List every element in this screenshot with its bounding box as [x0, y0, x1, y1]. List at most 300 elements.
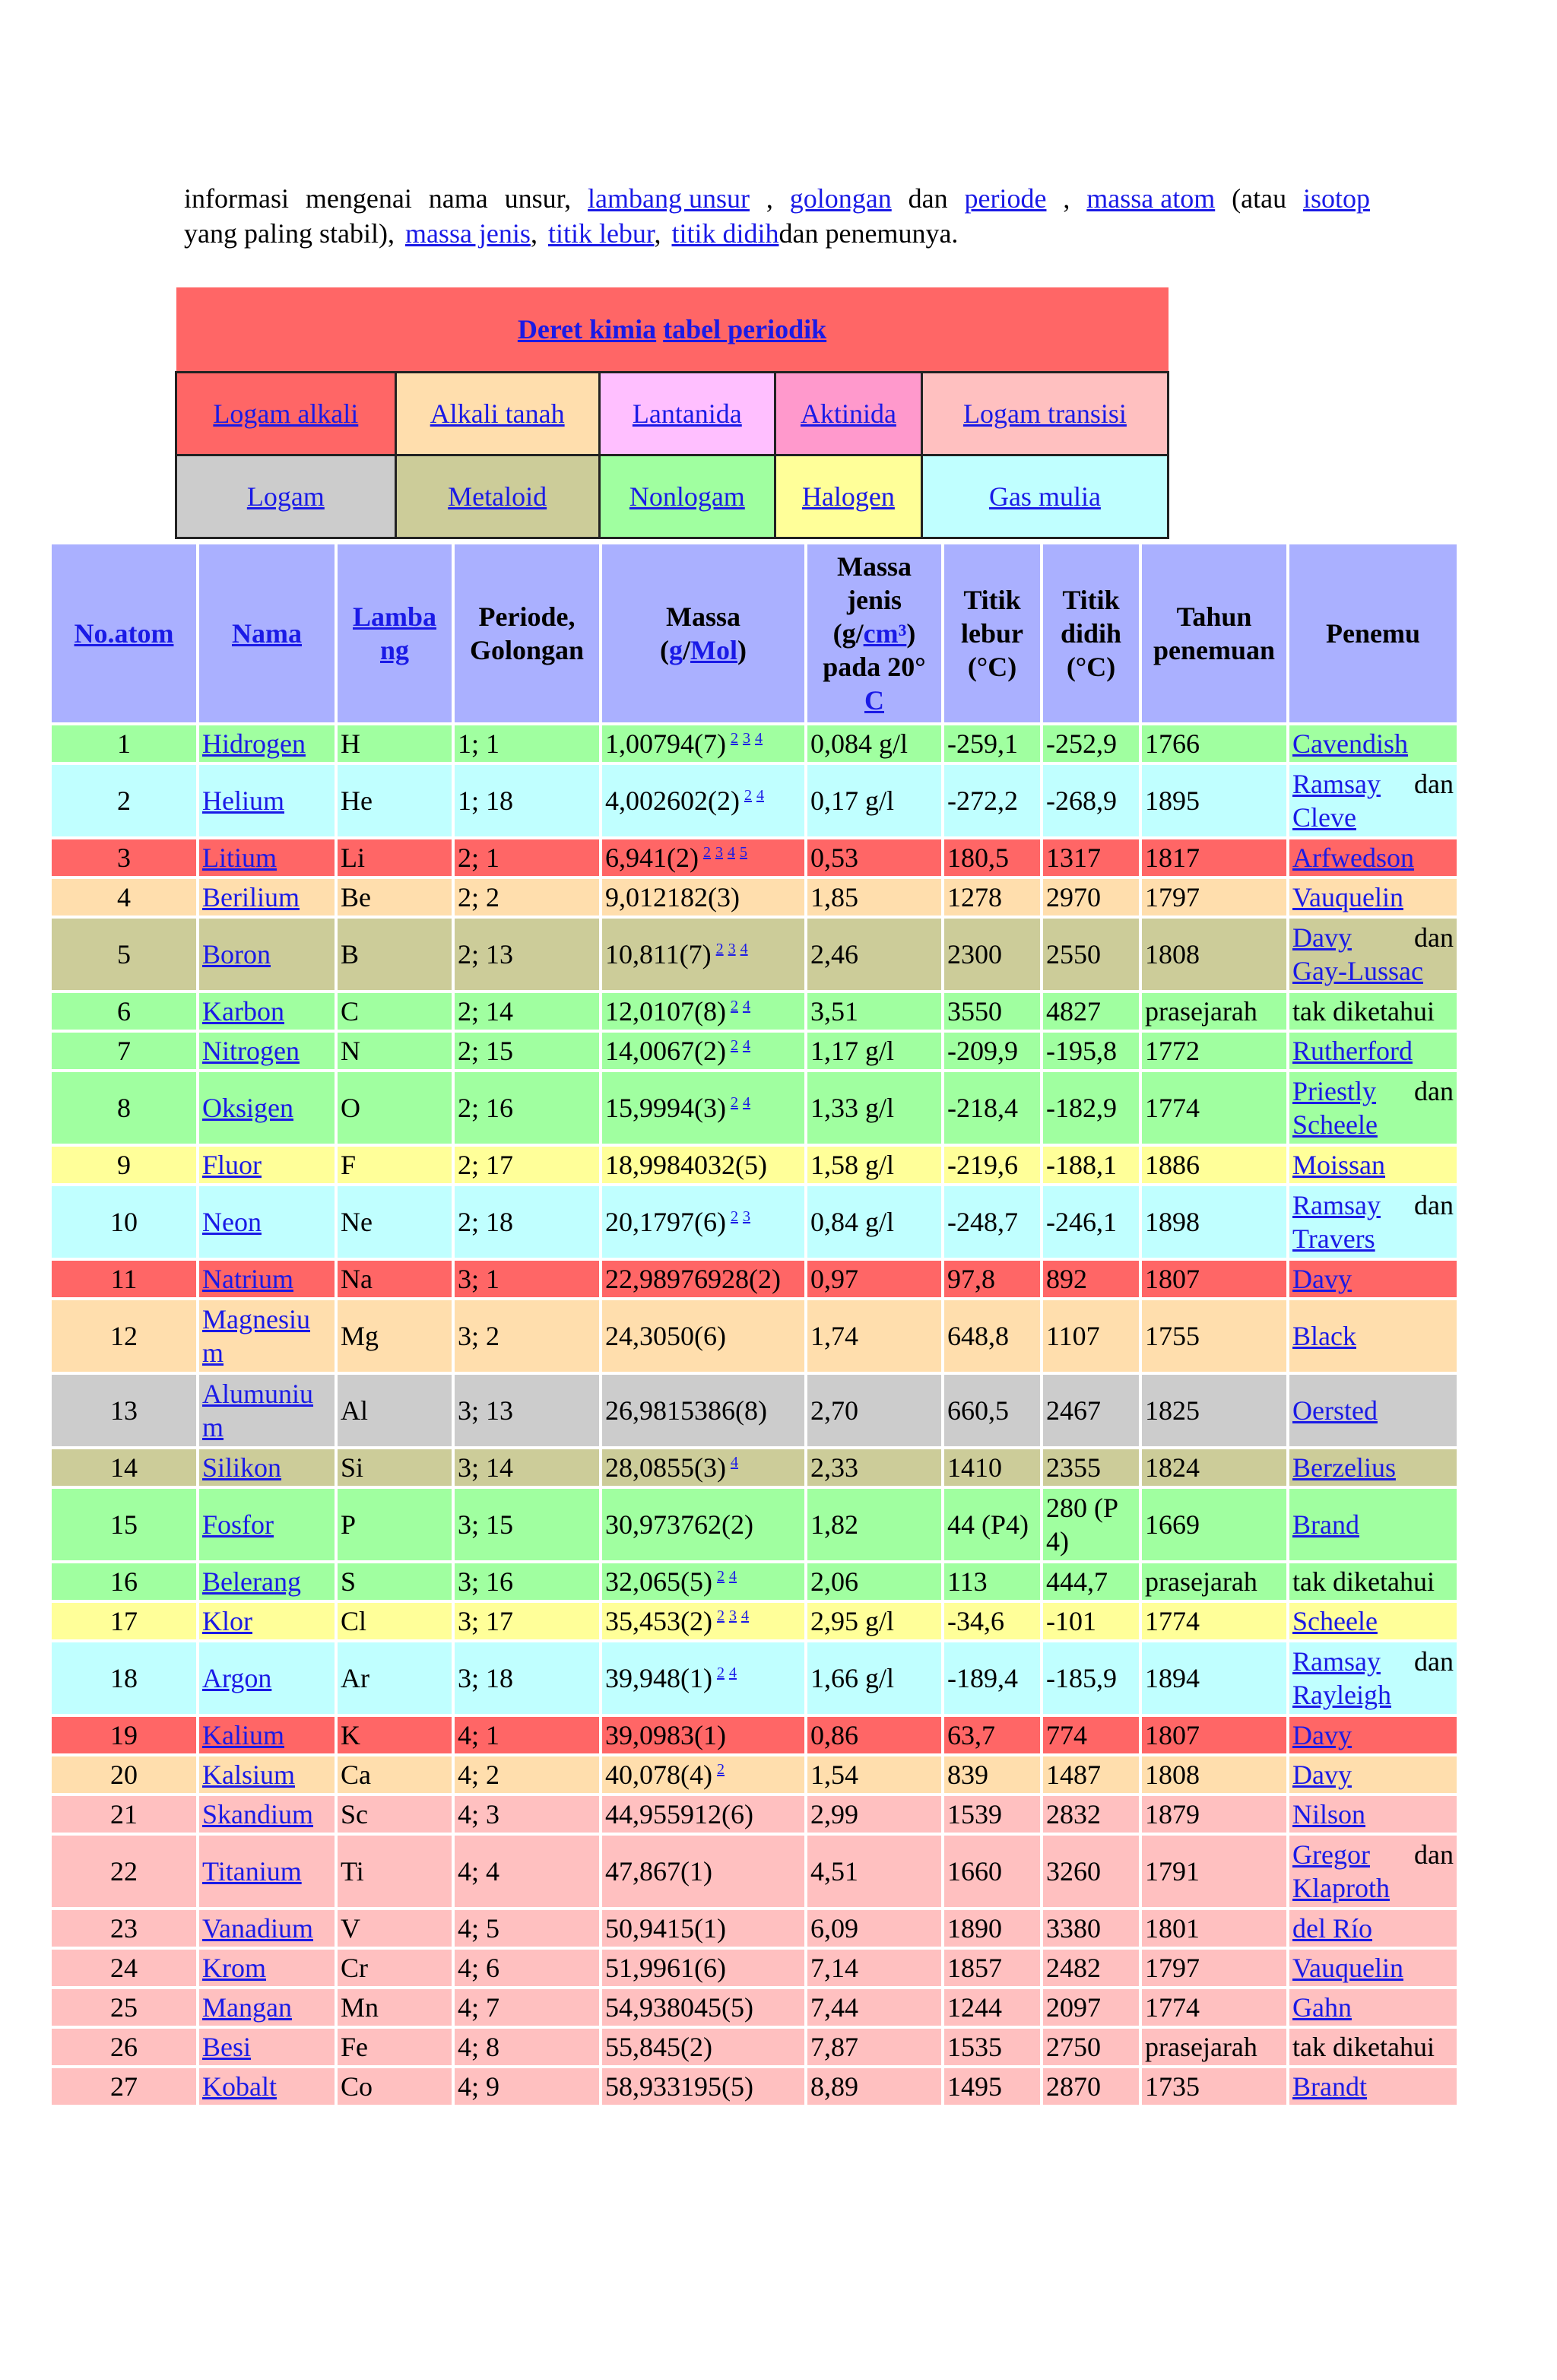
- header-periode-b: Golongan: [469, 635, 585, 665]
- intro-word-text: ,: [1063, 183, 1070, 214]
- density: 7,87: [810, 2032, 858, 2062]
- discovery-year: 1825: [1145, 1395, 1200, 1426]
- melting-point-cell: [944, 2029, 1040, 2065]
- table-row: [52, 1717, 1457, 1753]
- element-name-cell: [199, 1261, 335, 1297]
- element-name-cell: [199, 1950, 335, 1986]
- discoverer-link[interactable]: Brandt: [1292, 2071, 1367, 2102]
- intro-word-link[interactable]: periode: [964, 183, 1047, 214]
- boiling-point: 444,7: [1046, 1566, 1108, 1597]
- discoverer-link[interactable]: Vauquelin: [1292, 882, 1403, 912]
- header-massa-slash: /: [683, 635, 691, 665]
- reference-link[interactable]: 2: [716, 1761, 725, 1778]
- reference-link[interactable]: 4: [742, 1037, 750, 1054]
- boiling-point-cell: [1043, 1147, 1139, 1183]
- discovery-year-cell: [1142, 1836, 1286, 1907]
- reference-link[interactable]: 4: [754, 730, 763, 747]
- reference-link[interactable]: 2: [715, 941, 724, 957]
- element-name-cell: [199, 1147, 335, 1183]
- atomic-number-cell: [52, 879, 196, 916]
- melting-point: 3550: [947, 996, 1002, 1027]
- period-group-cell: [455, 1489, 599, 1560]
- legend-series-link[interactable]: Halogen: [801, 481, 895, 512]
- discoverer-link[interactable]: Davy: [1292, 1720, 1352, 1750]
- atomic-mass-cell: [602, 879, 804, 916]
- discoverer-conjunction: dan: [1414, 1076, 1454, 1106]
- header-massa-mol-link[interactable]: Mol: [690, 635, 737, 665]
- density: 1,85: [810, 882, 858, 912]
- discovery-year-cell: [1142, 919, 1286, 990]
- discoverer-link[interactable]: del Río: [1292, 1913, 1372, 1944]
- melting-point-cell: [944, 1796, 1040, 1833]
- discoverer-link[interactable]: Brand: [1292, 1509, 1359, 1540]
- boiling-point-cell: [1043, 1261, 1139, 1297]
- melting-point: 63,7: [947, 1720, 995, 1750]
- discoverer-link[interactable]: Scheele: [1292, 1109, 1378, 1140]
- element-symbol: Fe: [341, 2032, 368, 2062]
- period-group-cell: [455, 1261, 599, 1297]
- period-group: 1; 18: [458, 785, 514, 816]
- intro-word-link[interactable]: massa atom: [1086, 183, 1216, 214]
- period-group: 3; 2: [458, 1321, 500, 1351]
- table-row: [52, 1989, 1457, 2026]
- boiling-point-cell: [1043, 1796, 1139, 1833]
- table-row: [52, 1796, 1457, 1833]
- legend-series-link[interactable]: Gas mulia: [988, 481, 1101, 512]
- symbol-cell: [338, 1449, 452, 1486]
- intro-word-text: dan: [908, 183, 948, 214]
- table-row: [52, 2068, 1457, 2105]
- period-group: 2; 15: [458, 1036, 514, 1066]
- element-name-link[interactable]: Karbon: [202, 996, 284, 1027]
- discoverer-cell: [1289, 1147, 1457, 1183]
- atomic-number: 27: [110, 2071, 138, 2102]
- element-symbol: He: [341, 785, 373, 816]
- discoverer-link[interactable]: Berzelius: [1292, 1452, 1396, 1483]
- reference-link[interactable]: 2: [730, 1037, 738, 1054]
- element-name-link[interactable]: Belerang: [202, 1566, 301, 1597]
- discoverer-link[interactable]: Vauquelin: [1292, 1953, 1403, 1983]
- discovery-year: 1755: [1145, 1321, 1200, 1351]
- atomic-mass: 50,9415(1): [605, 1913, 726, 1944]
- intro-word-link[interactable]: titik didih: [671, 218, 779, 249]
- reference-link[interactable]: 4: [730, 1454, 738, 1471]
- reference-link[interactable]: 3: [728, 1607, 737, 1624]
- legend-title-link-series[interactable]: Deret kimia: [517, 314, 657, 344]
- reference-superscripts: [712, 941, 748, 957]
- atomic-number: 5: [117, 939, 131, 969]
- header-jenis-a: Massa: [837, 551, 912, 582]
- reference-link[interactable]: 3: [742, 1208, 750, 1225]
- element-symbol: B: [341, 939, 360, 969]
- melting-point: -272,2: [947, 785, 1018, 816]
- element-name-link[interactable]: Fluor: [202, 1150, 262, 1180]
- boiling-point: 3260: [1046, 1856, 1101, 1887]
- period-group-cell: [455, 1072, 599, 1144]
- intro-word-link[interactable]: isotop: [1302, 183, 1370, 214]
- density: 0,17 g/l: [810, 785, 895, 816]
- reference-link[interactable]: 2: [730, 998, 738, 1014]
- element-name-link[interactable]: Oksigen: [202, 1093, 293, 1123]
- reference-superscripts: [712, 1761, 725, 1778]
- discovery-year: 1735: [1145, 2071, 1200, 2102]
- period-group: 4; 1: [458, 1720, 500, 1750]
- density: 6,09: [810, 1913, 858, 1944]
- melting-point: 1495: [947, 2071, 1002, 2102]
- melting-point: -218,4: [947, 1093, 1018, 1123]
- discoverer-link[interactable]: Moissan: [1292, 1150, 1386, 1180]
- boiling-point: 1317: [1046, 843, 1101, 873]
- atomic-number-cell: [52, 1375, 196, 1446]
- discoverer-cell: [1289, 2029, 1457, 2065]
- period-group-cell: [455, 2068, 599, 2105]
- period-group: 1; 1: [458, 728, 500, 759]
- reference-superscripts: [726, 730, 763, 747]
- boiling-point: 2870: [1046, 2071, 1101, 2102]
- atomic-number: 24: [110, 1953, 138, 1983]
- discovery-year-cell: [1142, 1300, 1286, 1372]
- reference-link[interactable]: 2: [730, 1094, 738, 1111]
- discoverer-link[interactable]: Cavendish: [1292, 728, 1408, 759]
- atomic-mass-cell: [602, 1989, 804, 2026]
- discoverer-link[interactable]: Gregor: [1292, 1839, 1370, 1870]
- density-cell: [807, 1489, 941, 1560]
- header-jenis-b: jenis: [847, 585, 902, 615]
- reference-link[interactable]: 4: [740, 1607, 749, 1624]
- table-row: [52, 1072, 1457, 1144]
- symbol-cell: [338, 879, 452, 916]
- reference-link[interactable]: 2: [744, 787, 752, 804]
- discoverer-link[interactable]: Rutherford: [1292, 1036, 1413, 1066]
- atomic-mass: 51,9961(6): [605, 1953, 726, 1983]
- discoverer-link[interactable]: Scheele: [1292, 1606, 1378, 1636]
- period-group: 2; 1: [458, 843, 500, 873]
- reference-link[interactable]: 2: [702, 844, 711, 861]
- header-jenis-celsius-link[interactable]: C: [864, 685, 884, 716]
- legend-row-1: [176, 373, 1169, 455]
- element-symbol: C: [341, 996, 360, 1027]
- discovery-year: 1824: [1145, 1452, 1200, 1483]
- element-name-link[interactable]: Silikon: [202, 1452, 282, 1483]
- discoverer-link[interactable]: Priestly: [1292, 1076, 1377, 1106]
- discoverer-link[interactable]: Oersted: [1292, 1395, 1378, 1426]
- discovery-year-cell: [1142, 725, 1286, 762]
- intro-line-2: [184, 216, 1370, 251]
- atomic-number-cell: [52, 1563, 196, 1600]
- atomic-number: 19: [110, 1720, 138, 1750]
- atomic-mass-cell: [602, 919, 804, 990]
- density-cell: [807, 1147, 941, 1183]
- atomic-mass-cell: [602, 1375, 804, 1446]
- density: 2,99: [810, 1799, 858, 1829]
- discoverer-link[interactable]: Davy: [1292, 1264, 1352, 1294]
- element-name-link[interactable]: Titanium: [202, 1856, 302, 1887]
- symbol-cell: [338, 1836, 452, 1907]
- discovery-year-cell: [1142, 1756, 1286, 1793]
- legend-cell: [395, 373, 599, 455]
- element-name-link[interactable]: Kalium: [202, 1720, 284, 1750]
- atomic-number: 15: [110, 1509, 138, 1540]
- discovery-year-cell: [1142, 1147, 1286, 1183]
- atomic-number-cell: [52, 1756, 196, 1793]
- discoverer-link[interactable]: Ramsay: [1292, 1646, 1381, 1677]
- element-name-cell: [199, 1989, 335, 2026]
- melting-point: -248,7: [947, 1207, 1018, 1237]
- element-name-link[interactable]: Besi: [202, 2032, 252, 2062]
- table-row: [52, 919, 1457, 990]
- reference-link[interactable]: 4: [742, 1094, 750, 1111]
- element-name-link[interactable]: Klor: [202, 1606, 252, 1636]
- element-name-link[interactable]: Krom: [202, 1953, 266, 1983]
- period-group: 4; 3: [458, 1799, 500, 1829]
- boiling-point-cell: [1043, 1033, 1139, 1069]
- header-lambang-link[interactable]: [353, 601, 436, 665]
- element-symbol: O: [341, 1093, 360, 1123]
- discoverer-link[interactable]: Arfwedson: [1292, 843, 1414, 873]
- element-name-link[interactable]: Neon: [202, 1207, 262, 1237]
- atomic-mass: 44,955912(6): [605, 1799, 753, 1829]
- element-name-link[interactable]: Litium: [202, 843, 277, 873]
- intro-word-link[interactable]: titik lebur: [547, 218, 655, 249]
- atomic-mass: 32,065(5): [605, 1566, 712, 1597]
- reference-link[interactable]: 3: [742, 730, 750, 747]
- element-name-link[interactable]: Alumunium: [202, 1379, 314, 1442]
- legend-series-link[interactable]: Nonlogam: [629, 481, 745, 512]
- discovery-year: 1817: [1145, 843, 1200, 873]
- period-group: 4; 2: [458, 1760, 500, 1790]
- reference-link[interactable]: 3: [715, 844, 723, 861]
- discoverer-link[interactable]: Gay-Lussac: [1292, 956, 1423, 986]
- element-name-cell: [199, 993, 335, 1030]
- density-cell: [807, 765, 941, 836]
- reference-link[interactable]: 2: [716, 1568, 725, 1585]
- table-row: [52, 1950, 1457, 1986]
- density-cell: [807, 1910, 941, 1947]
- discoverer-cell: [1289, 1072, 1457, 1144]
- header-lambang-a: Lamba: [352, 601, 437, 632]
- period-group-cell: [455, 1563, 599, 1600]
- reference-link[interactable]: 4: [740, 941, 748, 957]
- reference-link[interactable]: 4: [727, 844, 735, 861]
- header-nama[interactable]: [199, 544, 335, 722]
- discoverer-link[interactable]: Cleve: [1292, 802, 1356, 833]
- discoverer-link[interactable]: Klaproth: [1292, 1873, 1390, 1903]
- reference-link[interactable]: 3: [728, 941, 736, 957]
- intro-line-1: [184, 181, 1370, 216]
- legend-series-link[interactable]: Logam transisi: [962, 398, 1127, 429]
- header-penemu-label: Penemu: [1326, 618, 1420, 649]
- density-cell: [807, 879, 941, 916]
- discovery-year-cell: [1142, 2029, 1286, 2065]
- header-no-atom[interactable]: [52, 544, 196, 722]
- element-name-link[interactable]: Helium: [202, 785, 284, 816]
- element-name-cell: [199, 1910, 335, 1947]
- table-row: [52, 1033, 1457, 1069]
- intro-word-text: nama: [428, 183, 488, 214]
- atomic-number: 23: [110, 1913, 138, 1944]
- intro-paragraph: [184, 181, 1370, 251]
- discoverer-cell: [1289, 1910, 1457, 1947]
- element-name-cell: [199, 1563, 335, 1600]
- discoverer-link[interactable]: Travers: [1292, 1223, 1375, 1254]
- density-cell: [807, 1950, 941, 1986]
- period-group: 2; 16: [458, 1093, 514, 1123]
- density-cell: [807, 1033, 941, 1069]
- element-name-link[interactable]: Kalsium: [202, 1760, 295, 1790]
- period-group: 3; 18: [458, 1663, 514, 1693]
- element-name-link[interactable]: Boron: [202, 939, 271, 969]
- atomic-number: 7: [117, 1036, 131, 1066]
- reference-link[interactable]: 5: [739, 844, 747, 861]
- element-name-link[interactable]: Vanadium: [202, 1913, 313, 1944]
- chemical-series-legend: [175, 287, 1169, 539]
- density: 0,86: [810, 1720, 858, 1750]
- symbol-cell: [338, 1950, 452, 1986]
- atomic-number-cell: [52, 1261, 196, 1297]
- discoverer-link[interactable]: Rayleigh: [1292, 1680, 1391, 1710]
- element-name-link[interactable]: Mangan: [202, 1992, 292, 2023]
- period-group: 4; 9: [458, 2071, 500, 2102]
- header-didih-a: Titik: [1062, 585, 1120, 615]
- boiling-point-cell: [1043, 1449, 1139, 1486]
- table-row: [52, 1300, 1457, 1372]
- discoverer-line: [1292, 1108, 1454, 1141]
- element-name-link[interactable]: Magnesium: [202, 1304, 310, 1368]
- element-symbol: V: [341, 1913, 360, 1944]
- reference-link[interactable]: 2: [716, 1607, 725, 1624]
- discoverer-link[interactable]: Black: [1292, 1321, 1356, 1351]
- discovery-year-cell: [1142, 765, 1286, 836]
- element-name-link[interactable]: Berilium: [202, 882, 300, 912]
- element-name-link[interactable]: Argon: [202, 1663, 272, 1693]
- element-name-link[interactable]: Fosfor: [202, 1509, 274, 1540]
- period-group-cell: [455, 919, 599, 990]
- table-row: [52, 1603, 1457, 1639]
- discoverer-cell: [1289, 1717, 1457, 1753]
- element-symbol: F: [341, 1150, 357, 1180]
- reference-link[interactable]: 4: [756, 787, 764, 804]
- discoverer-cell: [1289, 1756, 1457, 1793]
- discoverer-text: tak diketahui: [1292, 2032, 1435, 2062]
- reference-link[interactable]: 2: [716, 1664, 725, 1681]
- element-symbol: Mn: [341, 1992, 379, 2023]
- element-name-link[interactable]: Skandium: [202, 1799, 314, 1829]
- discoverer-link[interactable]: Ramsay: [1292, 1190, 1381, 1220]
- boiling-point-cell: [1043, 993, 1139, 1030]
- period-group-cell: [455, 1756, 599, 1793]
- discoverer-conjunction: dan: [1414, 769, 1454, 799]
- header-lambang[interactable]: [338, 544, 452, 722]
- intro-word-text: unsur,: [504, 183, 572, 214]
- melting-point-cell: [944, 993, 1040, 1030]
- header-no-atom-link[interactable]: No.atom: [74, 618, 174, 649]
- table-row: [52, 1563, 1457, 1600]
- discoverer-link[interactable]: Ramsay: [1292, 769, 1381, 799]
- discoverer-link[interactable]: Gahn: [1292, 1992, 1352, 2023]
- density-cell: [807, 1756, 941, 1793]
- atomic-mass: 4,002602(2): [605, 785, 740, 816]
- legend-series-link[interactable]: Logam: [246, 481, 325, 512]
- intro-word-link[interactable]: golongan: [789, 183, 892, 214]
- legend-series-link[interactable]: Alkali tanah: [430, 398, 565, 429]
- header-massa-a: Massa: [666, 601, 740, 632]
- legend-title-link-table[interactable]: tabel periodik: [663, 314, 827, 344]
- reference-link[interactable]: 4: [728, 1664, 737, 1681]
- legend-series-link[interactable]: Metaloid: [448, 481, 547, 512]
- atomic-number-cell: [52, 1147, 196, 1183]
- atomic-number: 8: [117, 1093, 131, 1123]
- period-group-cell: [455, 1147, 599, 1183]
- discovery-year: 1886: [1145, 1150, 1200, 1180]
- atomic-number-cell: [52, 1836, 196, 1907]
- discovery-year-cell: [1142, 1796, 1286, 1833]
- symbol-cell: [338, 919, 452, 990]
- reference-link[interactable]: 4: [728, 1568, 737, 1585]
- header-nama-link[interactable]: Nama: [232, 618, 302, 649]
- reference-link[interactable]: 2: [730, 1208, 738, 1225]
- reference-superscripts: [712, 1664, 737, 1681]
- density-cell: [807, 1717, 941, 1753]
- discoverer-conjunction: dan: [1414, 922, 1454, 953]
- element-name-link[interactable]: Nitrogen: [202, 1036, 300, 1066]
- discovery-year: 1808: [1145, 939, 1200, 969]
- boiling-point: -182,9: [1046, 1093, 1117, 1123]
- melting-point-cell: [944, 765, 1040, 836]
- header-jenis-cm-link[interactable]: cm³: [863, 618, 907, 649]
- discovery-year-cell: [1142, 1186, 1286, 1258]
- legend-title: [176, 287, 1169, 373]
- element-symbol: Na: [341, 1264, 373, 1294]
- melting-point-cell: [944, 2068, 1040, 2105]
- atomic-mass-cell: [602, 1717, 804, 1753]
- header-massa-g-link[interactable]: g: [669, 635, 683, 665]
- discovery-year: 1807: [1145, 1720, 1200, 1750]
- boiling-point: -246,1: [1046, 1207, 1117, 1237]
- legend-series-link[interactable]: Logam alkali: [213, 398, 359, 429]
- density-cell: [807, 1563, 941, 1600]
- intro-word-text: ,: [766, 183, 773, 214]
- discovery-year-cell: [1142, 1489, 1286, 1560]
- boiling-point: 1107: [1046, 1321, 1100, 1351]
- discoverer-link[interactable]: Davy: [1292, 1760, 1352, 1790]
- atomic-number: 25: [110, 1992, 138, 2023]
- reference-superscripts: [726, 1454, 738, 1471]
- discovery-year: 1879: [1145, 1799, 1200, 1829]
- discoverer-cell: [1289, 1796, 1457, 1833]
- melting-point: 648,8: [947, 1321, 1009, 1351]
- melting-point-cell: [944, 1717, 1040, 1753]
- atomic-number: 3: [117, 843, 131, 873]
- discoverer-link[interactable]: Davy: [1292, 922, 1352, 953]
- intro-word-link[interactable]: massa jenis: [404, 218, 531, 249]
- symbol-cell: [338, 1989, 452, 2026]
- intro-word-link[interactable]: lambang unsur: [588, 183, 750, 214]
- reference-link[interactable]: 2: [730, 730, 738, 747]
- reference-link[interactable]: 4: [742, 998, 750, 1014]
- element-name-link[interactable]: Kobalt: [202, 2071, 277, 2102]
- density-cell: [807, 2068, 941, 2105]
- melting-point: 180,5: [947, 843, 1009, 873]
- element-name-link[interactable]: Hidrogen: [202, 728, 306, 759]
- discoverer-link[interactable]: Nilson: [1292, 1799, 1366, 1829]
- period-group-cell: [455, 1642, 599, 1714]
- atomic-mass-cell: [602, 1563, 804, 1600]
- boiling-point-cell: [1043, 839, 1139, 876]
- element-name-link[interactable]: Natrium: [202, 1264, 293, 1294]
- density-cell: [807, 1836, 941, 1907]
- legend-series-link[interactable]: Lantanida: [632, 398, 742, 429]
- legend-series-link[interactable]: Aktinida: [800, 398, 896, 429]
